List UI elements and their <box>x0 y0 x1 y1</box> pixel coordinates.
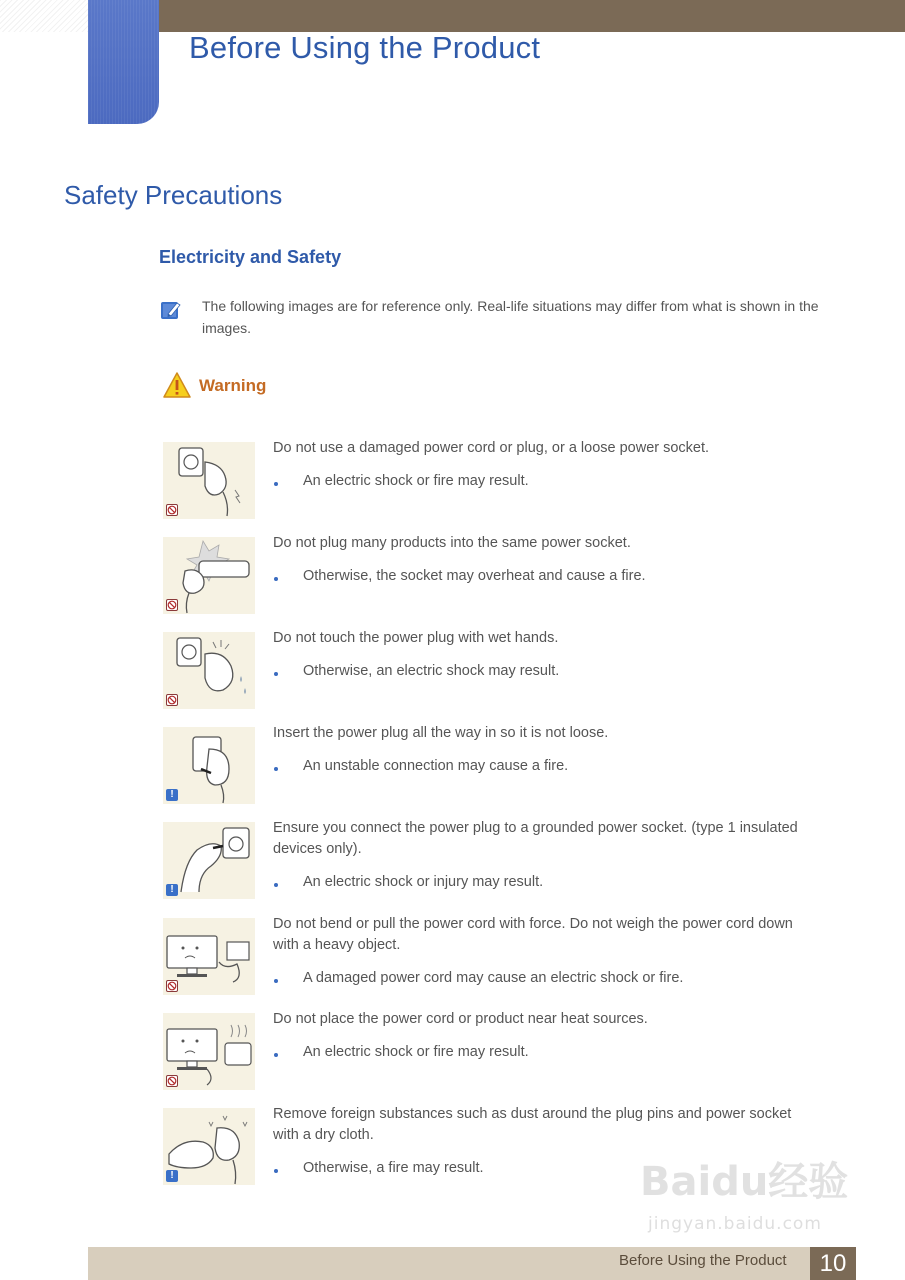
subsection-title: Electricity and Safety <box>159 247 342 267</box>
chapter-tab <box>88 0 159 124</box>
prohibited-icon <box>166 1075 178 1087</box>
illustration-clean-plug <box>163 1108 255 1185</box>
mandatory-icon: ! <box>166 1170 178 1182</box>
mandatory-icon: ! <box>166 789 178 801</box>
mandatory-icon: ! <box>166 884 178 896</box>
item-consequence: An electric shock or fire may result. <box>273 1042 813 1063</box>
section-title: Safety Precautions <box>64 180 283 210</box>
note-text: The following images are for reference only. Real-life situations may differ from what is shown in the images. <box>202 298 819 336</box>
warning-label: Warning <box>199 376 267 395</box>
top-bar <box>159 0 905 32</box>
item-statement: Do not place the power cord or product near heat sources. <box>273 1011 648 1027</box>
watermark-url: jingyan.baidu.com <box>648 1214 822 1234</box>
prohibited-icon <box>166 980 178 992</box>
prohibited-icon <box>166 599 178 611</box>
watermark-logo: Baidu经验 <box>640 1159 849 1205</box>
page-number: 10 <box>810 1247 856 1280</box>
illustration-insert-plug <box>163 727 255 804</box>
item-statement: Do not touch the power plug with wet hands. <box>273 630 559 646</box>
item-statement: Do not plug many products into the same power socket. <box>273 535 631 551</box>
note-pencil-icon <box>160 299 182 321</box>
item-statement: Do not bend or pull the power cord with force. Do not weigh the power cord down with a heavy object. <box>273 916 793 953</box>
item-consequence: Otherwise, a fire may result. <box>273 1158 813 1179</box>
item-statement: Do not use a damaged power cord or plug, or a loose power socket. <box>273 440 710 456</box>
item-consequence: An electric shock or injury may result. <box>273 872 813 893</box>
item-consequence: Otherwise, the socket may overheat and cause a fire. <box>273 566 813 587</box>
footer-chapter-label: Before Using the Product <box>619 1252 787 1269</box>
item-statement: Ensure you connect the power plug to a grounded power socket. (type 1 insulated devices only). <box>273 820 798 857</box>
item-statement: Remove foreign substances such as dust around the plug pins and power socket with a dry cloth. <box>273 1106 792 1143</box>
illustration-damaged-plug <box>163 442 255 519</box>
warning-triangle-icon <box>162 371 192 399</box>
item-consequence: A damaged power cord may cause an electric shock or fire. <box>273 968 813 989</box>
illustration-wet-hands <box>163 632 255 709</box>
illustration-overloaded-socket <box>163 537 255 614</box>
prohibited-icon <box>166 694 178 706</box>
chapter-title: Before Using the Product <box>189 30 541 65</box>
item-consequence: Otherwise, an electric shock may result. <box>273 661 813 682</box>
item-statement: Insert the power plug all the way in so it is not loose. <box>273 725 609 741</box>
illustration-heat-source <box>163 1013 255 1090</box>
illustration-grounded-socket <box>163 822 255 899</box>
corner-hatch <box>0 0 88 32</box>
item-consequence: An unstable connection may cause a fire. <box>273 756 813 777</box>
illustration-bent-cord <box>163 918 255 995</box>
item-consequence: An electric shock or fire may result. <box>273 471 813 492</box>
prohibited-icon <box>166 504 178 516</box>
